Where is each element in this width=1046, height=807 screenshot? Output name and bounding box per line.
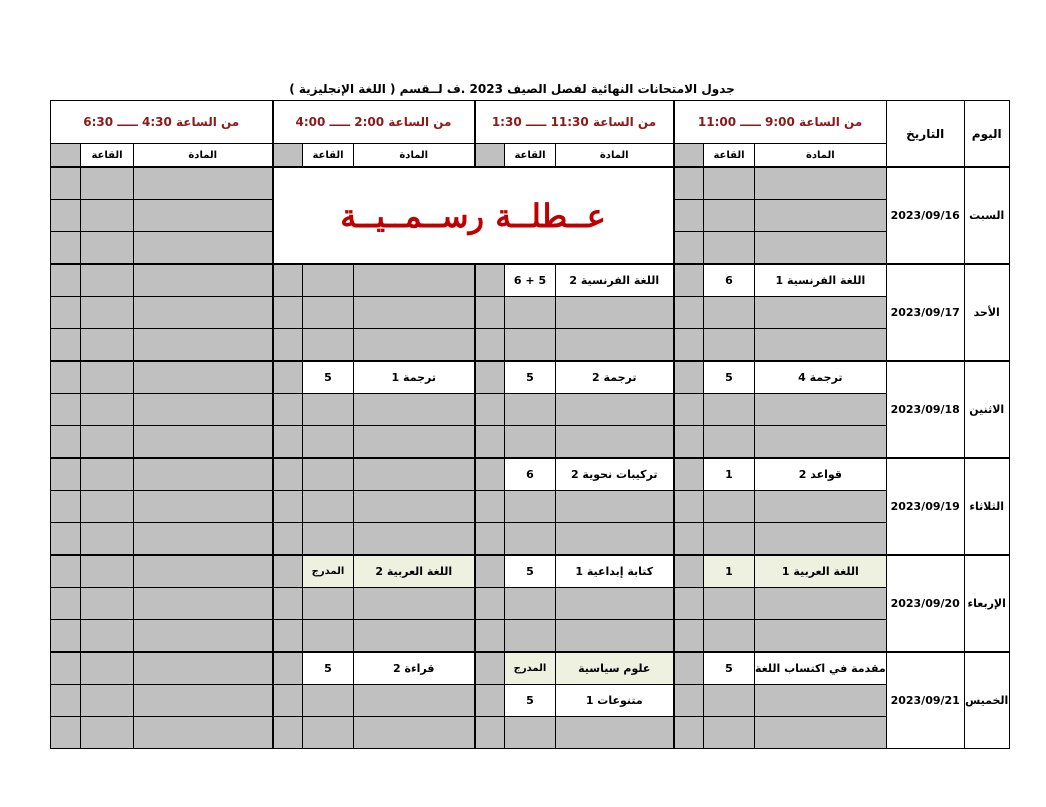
empty-cell — [704, 200, 755, 232]
empty-cell — [674, 329, 704, 362]
empty-cell — [134, 620, 273, 653]
empty-cell — [475, 297, 505, 329]
empty-cell — [505, 297, 556, 329]
empty-cell — [674, 200, 704, 232]
empty-cell — [354, 297, 475, 329]
empty-cell — [134, 717, 273, 749]
empty-cell — [475, 588, 505, 620]
empty-cell — [134, 555, 273, 588]
empty-cell — [51, 491, 81, 523]
exam-subject: اللغة العربية 1 — [755, 555, 887, 588]
subheader-room: القاعة — [81, 144, 134, 168]
exam-subject: ترجمة 1 — [354, 361, 475, 394]
empty-cell — [475, 685, 505, 717]
empty-cell — [354, 588, 475, 620]
empty-cell — [51, 620, 81, 653]
exam-room: 6 — [505, 458, 556, 491]
exam-room: 5 — [303, 652, 354, 685]
empty-cell — [505, 426, 556, 459]
empty-cell — [755, 394, 887, 426]
day-name: الاثنين — [964, 361, 1009, 458]
empty-cell — [273, 523, 303, 556]
empty-cell — [303, 717, 354, 749]
empty-cell — [556, 426, 674, 459]
empty-cell — [704, 685, 755, 717]
empty-cell — [273, 491, 303, 523]
empty-cell — [505, 717, 556, 749]
empty-cell — [273, 652, 303, 685]
empty-cell — [51, 329, 81, 362]
exam-room: المدرج — [303, 555, 354, 588]
empty-cell — [475, 620, 505, 653]
empty-cell — [556, 523, 674, 556]
day-date: 2023/09/18 — [886, 361, 964, 458]
empty-cell — [134, 588, 273, 620]
empty-cell — [134, 232, 273, 265]
empty-cell — [303, 685, 354, 717]
empty-cell — [674, 588, 704, 620]
empty-cell — [475, 555, 505, 588]
holiday-cell — [273, 167, 674, 264]
exam-subject: ترجمة 2 — [556, 361, 674, 394]
empty-cell — [755, 200, 887, 232]
day-name: السبت — [964, 167, 1009, 264]
day-name: الثلاثاء — [964, 458, 1009, 555]
subheader-blank — [674, 144, 704, 168]
header-slot-2: من الساعة 11:30 ـــــ 1:30 — [475, 101, 674, 144]
empty-cell — [505, 523, 556, 556]
room-cell — [81, 167, 134, 200]
empty-cell — [556, 491, 674, 523]
subject-cell — [134, 167, 273, 200]
subheader-blank — [273, 144, 303, 168]
empty-cell — [674, 491, 704, 523]
empty-cell — [704, 329, 755, 362]
empty-cell — [755, 523, 887, 556]
header-slot-4: من الساعة 4:30 ـــــ 6:30 — [51, 101, 273, 144]
empty-cell — [354, 458, 475, 491]
empty-cell — [303, 297, 354, 329]
empty-cell — [303, 394, 354, 426]
exam-room: 5 — [303, 361, 354, 394]
exam-subject: كتابة إبداعية 1 — [556, 555, 674, 588]
empty-cell — [556, 717, 674, 749]
empty-cell — [134, 685, 273, 717]
empty-cell — [134, 426, 273, 459]
empty-cell — [475, 491, 505, 523]
empty-cell — [51, 297, 81, 329]
blank-cell — [51, 167, 81, 200]
empty-cell — [134, 523, 273, 556]
exam-room: 5 — [505, 685, 556, 717]
exam-room: 5 — [505, 555, 556, 588]
header-date: التاريخ — [886, 101, 964, 168]
day-date: 2023/09/16 — [886, 167, 964, 264]
empty-cell — [505, 394, 556, 426]
empty-cell — [354, 620, 475, 653]
empty-cell — [556, 329, 674, 362]
empty-cell — [51, 652, 81, 685]
empty-cell — [303, 491, 354, 523]
empty-cell — [354, 426, 475, 459]
day-date: 2023/09/20 — [886, 555, 964, 652]
empty-cell — [51, 264, 81, 297]
exam-subject: تركيبات نحوية 2 — [556, 458, 674, 491]
exam-room: 6 — [704, 264, 755, 297]
empty-cell — [51, 394, 81, 426]
empty-cell — [704, 297, 755, 329]
day-name: الخميس — [964, 652, 1009, 749]
empty-cell — [81, 426, 134, 459]
empty-cell — [755, 588, 887, 620]
empty-cell — [81, 588, 134, 620]
header-day: اليوم — [964, 101, 1009, 168]
empty-cell — [303, 588, 354, 620]
day-name: الإربعاء — [964, 555, 1009, 652]
exam-room: 5 — [505, 361, 556, 394]
empty-cell — [755, 329, 887, 362]
exam-room: 5 — [704, 652, 755, 685]
empty-cell — [273, 620, 303, 653]
empty-cell — [273, 426, 303, 459]
empty-cell — [134, 394, 273, 426]
empty-cell — [475, 717, 505, 749]
empty-cell — [556, 297, 674, 329]
subheader-subject: المادة — [755, 144, 887, 168]
empty-cell — [134, 329, 273, 362]
empty-cell — [354, 523, 475, 556]
exam-room: 5 + 6 — [505, 264, 556, 297]
subheader-blank — [51, 144, 81, 168]
exam-subject: اللغة الفرنسية 1 — [755, 264, 887, 297]
empty-cell — [475, 361, 505, 394]
empty-cell — [303, 620, 354, 653]
day-date: 2023/09/19 — [886, 458, 964, 555]
empty-cell — [505, 588, 556, 620]
empty-cell — [51, 523, 81, 556]
empty-cell — [704, 394, 755, 426]
empty-cell — [51, 717, 81, 749]
empty-cell — [81, 394, 134, 426]
empty-cell — [81, 717, 134, 749]
empty-cell — [273, 361, 303, 394]
empty-cell — [674, 361, 704, 394]
empty-cell — [81, 620, 134, 653]
empty-cell — [674, 652, 704, 685]
empty-cell — [303, 523, 354, 556]
empty-cell — [704, 717, 755, 749]
empty-cell — [755, 232, 887, 265]
empty-cell — [674, 264, 704, 297]
empty-cell — [134, 297, 273, 329]
empty-cell — [303, 458, 354, 491]
empty-cell — [674, 458, 704, 491]
empty-cell — [81, 458, 134, 491]
empty-cell — [81, 264, 134, 297]
empty-cell — [273, 329, 303, 362]
empty-cell — [556, 620, 674, 653]
empty-cell — [81, 523, 134, 556]
empty-cell — [134, 361, 273, 394]
empty-cell — [51, 232, 81, 265]
exam-subject: اللغة العربية 2 — [354, 555, 475, 588]
empty-cell — [704, 588, 755, 620]
subject-cell — [755, 167, 887, 200]
empty-cell — [273, 458, 303, 491]
empty-cell — [81, 555, 134, 588]
empty-cell — [81, 361, 134, 394]
empty-cell — [674, 685, 704, 717]
empty-cell — [475, 652, 505, 685]
exam-room: 1 — [704, 555, 755, 588]
empty-cell — [556, 394, 674, 426]
empty-cell — [674, 523, 704, 556]
empty-cell — [475, 394, 505, 426]
empty-cell — [704, 491, 755, 523]
empty-cell — [81, 297, 134, 329]
day-date: 2023/09/17 — [886, 264, 964, 361]
empty-cell — [704, 232, 755, 265]
empty-cell — [674, 232, 704, 265]
page-title: جدول الامتحانات النهائية لفصل الصيف 2023 .ف لــقسم ( اللغة الإنجليزية ) — [289, 82, 735, 96]
empty-cell — [755, 491, 887, 523]
empty-cell — [354, 717, 475, 749]
empty-cell — [51, 200, 81, 232]
empty-cell — [303, 329, 354, 362]
empty-cell — [505, 329, 556, 362]
empty-cell — [134, 200, 273, 232]
subheader-room: القاعة — [505, 144, 556, 168]
empty-cell — [51, 458, 81, 491]
empty-cell — [51, 588, 81, 620]
empty-cell — [674, 555, 704, 588]
exam-subject: قراءة 2 — [354, 652, 475, 685]
exam-subject: متنوعات 1 — [556, 685, 674, 717]
empty-cell — [755, 426, 887, 459]
empty-cell — [674, 717, 704, 749]
empty-cell — [81, 329, 134, 362]
empty-cell — [475, 523, 505, 556]
empty-cell — [354, 394, 475, 426]
exam-schedule-table — [50, 100, 1010, 749]
empty-cell — [273, 555, 303, 588]
header-slot-1: من الساعة 9:00 ـــــ 11:00 — [674, 101, 887, 144]
empty-cell — [556, 588, 674, 620]
empty-cell — [303, 426, 354, 459]
exam-subject: مقدمة في اكتساب اللغة — [755, 652, 887, 685]
exam-room: 1 — [704, 458, 755, 491]
empty-cell — [134, 264, 273, 297]
exam-subject: قواعد 2 — [755, 458, 887, 491]
empty-cell — [755, 717, 887, 749]
subheader-subject: المادة — [134, 144, 273, 168]
empty-cell — [273, 394, 303, 426]
holiday-label: عــطلــة رســمــيــة — [340, 196, 606, 235]
empty-cell — [81, 685, 134, 717]
empty-cell — [273, 717, 303, 749]
header-slot-3: من الساعة 2:00 ـــــ 4:00 — [273, 101, 475, 144]
exam-room: المدرج — [505, 652, 556, 685]
empty-cell — [704, 523, 755, 556]
empty-cell — [134, 458, 273, 491]
empty-cell — [704, 620, 755, 653]
empty-cell — [81, 491, 134, 523]
exam-subject: اللغة الفرنسية 2 — [556, 264, 674, 297]
empty-cell — [134, 652, 273, 685]
empty-cell — [674, 620, 704, 653]
day-date: 2023/09/21 — [886, 652, 964, 749]
empty-cell — [81, 232, 134, 265]
empty-cell — [354, 685, 475, 717]
empty-cell — [475, 458, 505, 491]
empty-cell — [674, 297, 704, 329]
empty-cell — [674, 426, 704, 459]
empty-cell — [755, 685, 887, 717]
empty-cell — [755, 297, 887, 329]
empty-cell — [51, 555, 81, 588]
empty-cell — [303, 264, 354, 297]
empty-cell — [51, 361, 81, 394]
subheader-subject: المادة — [556, 144, 674, 168]
empty-cell — [475, 264, 505, 297]
room-cell — [704, 167, 755, 200]
subheader-room: القاعة — [704, 144, 755, 168]
empty-cell — [475, 329, 505, 362]
empty-cell — [505, 491, 556, 523]
empty-cell — [81, 652, 134, 685]
empty-cell — [704, 426, 755, 459]
subheader-subject: المادة — [354, 144, 475, 168]
empty-cell — [51, 685, 81, 717]
empty-cell — [505, 620, 556, 653]
empty-cell — [755, 620, 887, 653]
empty-cell — [81, 200, 134, 232]
empty-cell — [354, 264, 475, 297]
empty-cell — [354, 329, 475, 362]
empty-cell — [134, 491, 273, 523]
empty-cell — [273, 264, 303, 297]
exam-room: 5 — [704, 361, 755, 394]
empty-cell — [273, 685, 303, 717]
empty-cell — [273, 588, 303, 620]
empty-cell — [674, 394, 704, 426]
exam-subject: ترجمة 4 — [755, 361, 887, 394]
day-name: الأحد — [964, 264, 1009, 361]
empty-cell — [354, 491, 475, 523]
subheader-blank — [475, 144, 505, 168]
empty-cell — [273, 297, 303, 329]
blank-cell — [674, 167, 704, 200]
empty-cell — [51, 426, 81, 459]
empty-cell — [475, 426, 505, 459]
exam-subject: علوم سياسية — [556, 652, 674, 685]
subheader-room: القاعة — [303, 144, 354, 168]
